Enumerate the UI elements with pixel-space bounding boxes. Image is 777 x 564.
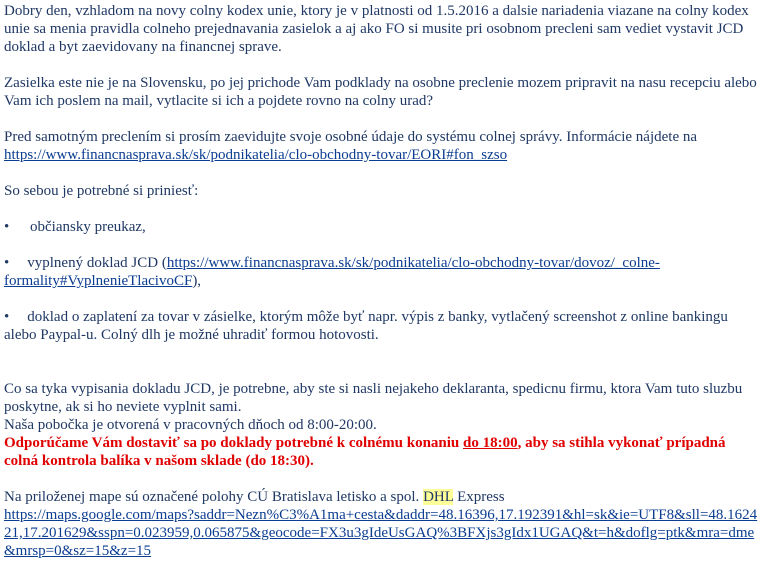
declarant-paragraph: Co sa tyka vypisania dokladu JCD, je potrebne, aby ste si nasli nejakeho deklaranta, spedicnu firmu, ktora Vam tuto sluzbu poskytne, ak si ho neviete vyplnit sami. <box>4 381 743 415</box>
shipment-paragraph: Zasielka este nie je na Slovensku, po jej prichode Vam podklady na osobne preclenie mozem pripravit na nasu recepciu alebo Vam ich poslem na mail, vytlacite si ich a pojdete rovno na colny urad? <box>4 75 757 109</box>
opening-hours: Naša pobočka je otvorená v pracovných dňoch od 8:00-20:00. <box>4 417 377 433</box>
jcd-form-link[interactable]: https://www.financnasprava.sk/sk/podnikatelia/clo-obchodny-tovar/dovoz/_colne-formality#VyplnenieTlacivoCF <box>4 255 660 289</box>
bullet-glyph: • <box>4 309 10 325</box>
eori-paragraph <box>4 128 761 164</box>
list-item-payment <box>4 308 761 344</box>
bullet-glyph: • <box>4 219 10 235</box>
recommendation-paragraph <box>4 434 761 470</box>
list-item-text: občiansky preukaz, <box>30 219 146 235</box>
intro-paragraph: Dobry den, vzhladom na novy colny kodex unie, ktory je v platnosti od 1.5.2016 a dalsie nariadenia viazane na colny kodex unie sa menia pravidla colneho prejednavania zasielok a aj ako FO si musite pri osobnom precleni sam vediet vystavit JCD doklad a byt zaevidovany na financnej sprave. <box>4 3 749 55</box>
deadline-time: do 18:00 <box>463 435 518 451</box>
map-text-end: Express <box>453 489 505 505</box>
list-item-text: vyplnený doklad JCD ( <box>27 255 167 271</box>
list-item-id-card <box>4 218 761 236</box>
bullet-glyph: • <box>4 255 10 271</box>
list-item-text: doklad o zaplatení za tovar v zásielke, ktorým môže byť napr. výpis z banky, vytlačený screenshot z online bankingu alebo Paypal-u. Colný dlh je možné uhradiť formou hotovosti. <box>4 309 728 343</box>
recommendation-text-end: , aby sa stihla vykonať prípadná colná kontrola balíka v našom sklade (do 18:30). <box>4 435 726 469</box>
bring-heading: So sebou je potrebné si priniesť: <box>4 183 199 199</box>
map-paragraph <box>4 488 761 560</box>
list-item-text: ), <box>192 273 202 289</box>
eori-text: Pred samotným preclením si prosím zaevidujte svoje osobné údaje do systému colnej správy. Informácie nájdete na <box>4 129 698 145</box>
recommendation-text: Odporúčame Vám dostaviť sa po doklady potrebné k colnému konaniu <box>4 435 464 451</box>
eori-link[interactable]: https://www.financnasprava.sk/sk/podnikatelia/clo-obchodny-tovar/EORI#fon_szso <box>4 147 508 163</box>
map-link[interactable]: https://maps.google.com/maps?saddr=Nezn%C3%A1ma+cesta&daddr=48.16396,17.192391&hl=sk&ie=UTF8&sll=48.162421,17.201629&sspn=0.023959,0.065875&geocode=FX3u3gIdeUsGAQ%3BFXjs3gIdx1UGAQ&t=h&doflg=ptk&mra=dme&mrsp=0&sz=15&z=15 <box>4 507 758 559</box>
list-item-jcd <box>4 254 761 290</box>
dhl-highlight: DHL <box>423 489 454 505</box>
map-text: Na priloženej mape sú označené polohy CÚ Bratislava letisko a spol. <box>4 489 424 505</box>
